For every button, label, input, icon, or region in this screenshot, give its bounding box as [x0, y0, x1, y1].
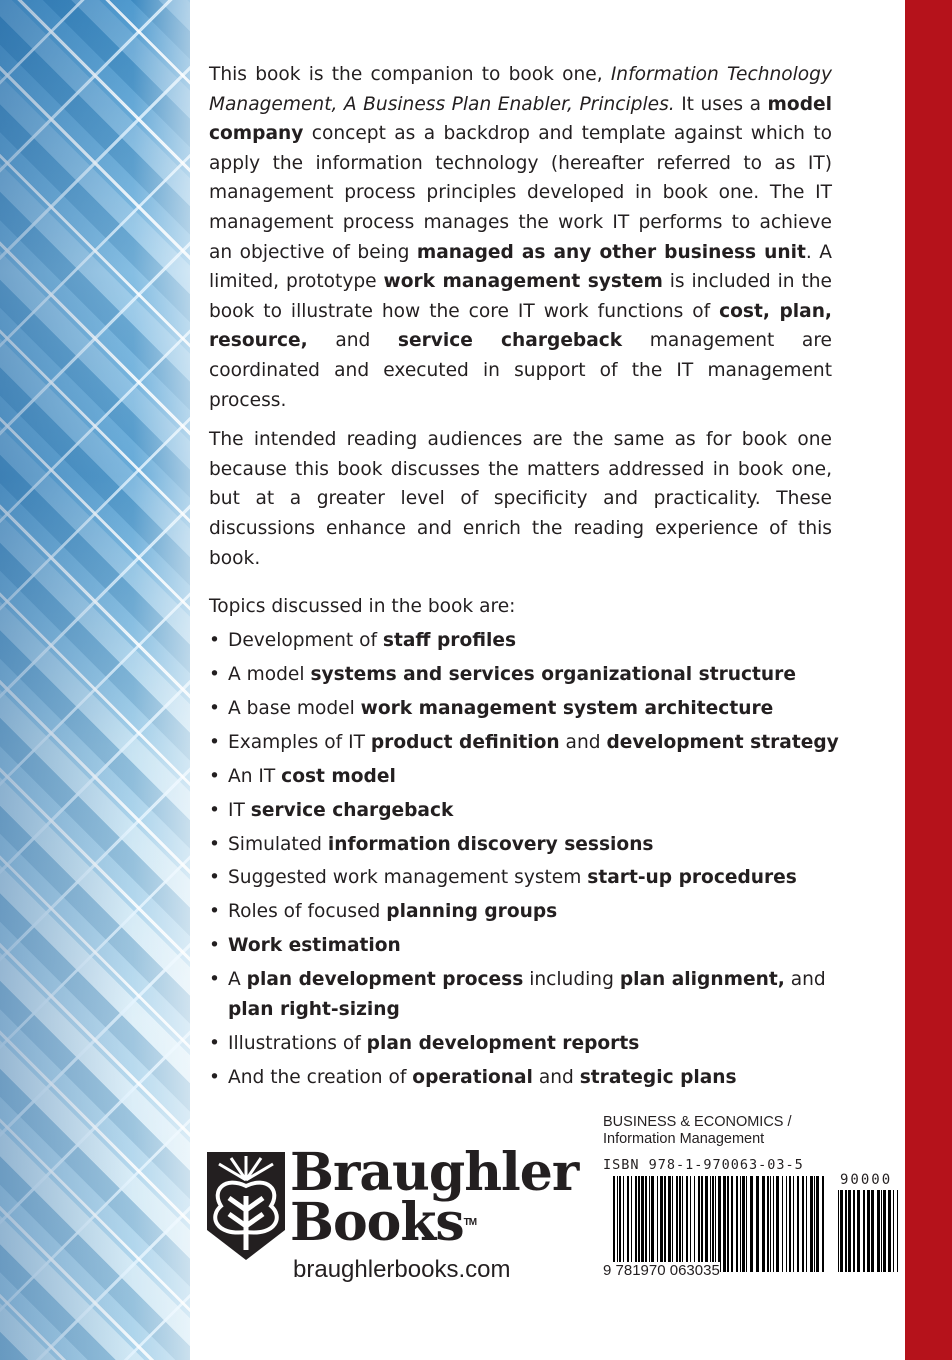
bold-text: service chargeback	[397, 330, 623, 352]
barcode-bar	[657, 1176, 658, 1272]
barcode-bar	[762, 1176, 765, 1272]
publisher-name-line2: Books	[290, 1192, 464, 1253]
bold-text: operational	[412, 1067, 533, 1088]
topic-item	[209, 762, 849, 792]
barcode-bar	[664, 1176, 666, 1272]
barcode-bar	[822, 1176, 824, 1272]
description-paragraph	[209, 60, 832, 415]
text-run: and	[784, 969, 826, 991]
text-run: A	[228, 969, 247, 991]
barcode-bar	[750, 1176, 753, 1272]
barcode-bar	[641, 1176, 644, 1272]
cover-glass-image	[0, 0, 190, 1360]
price-code: 90000	[840, 1172, 893, 1188]
barcode-bar	[736, 1176, 738, 1272]
barcode-bar	[638, 1176, 640, 1272]
bold-text: service chargeback	[250, 799, 454, 821]
barcode-bar	[710, 1176, 711, 1272]
bold-text: strategic plans	[579, 1067, 737, 1088]
topics-section	[209, 592, 849, 1097]
bold-text: plan development reports	[366, 1033, 640, 1055]
barcode-bar	[848, 1190, 851, 1272]
publisher-url: braughlerbooks.com	[293, 1256, 511, 1283]
barcode-bar	[746, 1176, 747, 1272]
barcode-bar	[857, 1190, 860, 1272]
barcode-bar	[679, 1176, 681, 1272]
barcode-bar	[676, 1176, 678, 1272]
barcode-bar	[877, 1190, 880, 1272]
barcode-bar	[767, 1176, 769, 1272]
barcode-bar	[845, 1190, 847, 1272]
topic-item	[209, 660, 849, 690]
bold-text: plan alignment,	[619, 969, 785, 991]
barcode-bar	[635, 1176, 637, 1272]
barcode-bar	[627, 1176, 629, 1272]
barcode-bar	[668, 1176, 671, 1272]
barcode-bar	[888, 1190, 891, 1272]
barcode-bar	[786, 1176, 787, 1272]
text-run: Examples of IT	[228, 731, 371, 753]
text-run: An IT	[228, 765, 282, 787]
text-run: A base model	[228, 697, 361, 719]
barcode-bar	[718, 1176, 721, 1272]
barcode-bar	[776, 1176, 779, 1272]
barcode-number: 9 781970 063035	[603, 1262, 720, 1279]
publisher-logo-icon	[205, 1150, 287, 1266]
text-run: A model	[228, 663, 311, 685]
bold-text: development strategy	[606, 731, 839, 753]
barcode-bar	[773, 1176, 774, 1272]
barcode-bar	[770, 1176, 771, 1272]
barcode-bar	[645, 1176, 647, 1272]
barcode-bar	[705, 1176, 708, 1272]
category-line1: BUSINESS & ECONOMICS /	[603, 1114, 792, 1130]
barcode-bar	[756, 1176, 759, 1272]
barcode-bar	[715, 1176, 716, 1272]
barcode-bar	[690, 1176, 691, 1272]
barcode-bar	[810, 1176, 813, 1272]
barcode-bar	[782, 1176, 783, 1272]
barcode-bar	[712, 1176, 714, 1272]
barcode-bar	[672, 1176, 673, 1272]
price-barcode	[838, 1190, 900, 1272]
text-run: and	[559, 731, 607, 753]
barcode-bar	[727, 1176, 729, 1272]
bold-text: work management system architecture	[360, 697, 774, 719]
bold-text: managed as any other business unit	[416, 241, 806, 263]
barcode-bar	[660, 1176, 663, 1272]
text-run: This book is the companion to book one,	[209, 64, 611, 85]
text-run: IT	[228, 799, 251, 821]
topic-item	[209, 897, 849, 927]
italic-text: Information Technology Management, A Business Plan Enabler, Principles.	[209, 64, 832, 115]
barcode-bar	[686, 1176, 688, 1272]
barcode-bar	[623, 1176, 624, 1272]
topic-item	[209, 728, 849, 758]
isbn-text: ISBN 978-1-970063-03-5	[603, 1157, 804, 1173]
topic-item	[209, 796, 849, 826]
barcode-bar	[853, 1190, 855, 1272]
barcode-bar	[806, 1176, 807, 1272]
bold-text: plan right-sizing	[228, 999, 400, 1021]
bold-text: Work estimation	[228, 935, 401, 957]
text-run: . A limited, prototype	[209, 241, 832, 293]
topic-item	[209, 626, 849, 656]
bold-text: start-up procedures	[587, 867, 797, 889]
barcode-bar	[816, 1176, 819, 1272]
topic-item	[209, 863, 849, 893]
barcode-bar	[883, 1190, 886, 1272]
topics-list	[209, 626, 849, 1093]
barcode-bar	[649, 1176, 650, 1272]
text-run: Suggested work management system	[228, 867, 588, 889]
text-run: and	[307, 330, 398, 352]
barcode-bar	[863, 1190, 865, 1272]
bold-text: work management system	[383, 271, 663, 293]
barcode-bar	[613, 1176, 615, 1272]
bold-text: plan development process	[246, 969, 524, 991]
barcode-bar	[682, 1176, 683, 1272]
barcode-bar	[840, 1190, 843, 1272]
topic-item	[209, 1063, 849, 1093]
barcode-bar	[723, 1176, 726, 1272]
text-run: is included in the book to illustrate how the core IT work functions of	[209, 271, 832, 322]
barcode-bar	[802, 1176, 804, 1272]
bold-text: staff profiles	[382, 629, 517, 651]
barcode-bar	[694, 1176, 695, 1272]
barcode-bar	[701, 1176, 703, 1272]
category-line2: Information Management	[603, 1131, 765, 1147]
publisher-name	[290, 1142, 579, 1253]
barcode-bar	[619, 1176, 621, 1272]
barcode-bar	[814, 1176, 815, 1272]
barcode-bar	[797, 1176, 799, 1272]
text-run: and	[532, 1067, 580, 1088]
barcode-bar	[698, 1176, 700, 1272]
bold-text: cost, plan, resource,	[209, 300, 832, 352]
barcode-bar	[867, 1190, 870, 1272]
bold-text: model company	[209, 93, 832, 145]
text-run: management are coordinated and executed in support of the IT management process.	[209, 330, 832, 411]
bold-text: planning groups	[386, 901, 558, 923]
text-run: including	[523, 969, 620, 991]
text-run: concept as a backdrop and template against which to apply the information technology (hereafter referred to as IT) management process principles developed in book one. The IT management process manages the work IT performs to achieve an objective of being	[209, 123, 832, 263]
barcode-bar	[731, 1176, 733, 1272]
text-run: The intended reading audiences are the same as for book one because this book discusses the matters addressed in book one, but at a greater level of specificity and practicality. These discussions enhance and enrich the reading experience of this book.	[209, 429, 832, 569]
text-run: And the creation of	[228, 1067, 413, 1088]
barcode-bar	[793, 1176, 794, 1272]
barcode-bar	[789, 1176, 791, 1272]
spine-red-bar	[905, 0, 952, 1360]
text-run: Simulated	[228, 833, 328, 855]
barcode-bar	[871, 1190, 874, 1272]
text-run: Development of	[228, 629, 383, 651]
topic-item	[209, 830, 849, 860]
barcode-bar	[617, 1176, 618, 1272]
topic-item	[209, 1029, 849, 1059]
barcode-bar	[740, 1176, 741, 1272]
description	[209, 60, 832, 583]
topic-item	[209, 931, 849, 961]
bold-text: cost model	[281, 765, 396, 787]
barcode-bar	[742, 1176, 745, 1272]
barcode-bar	[893, 1190, 894, 1272]
barcode-bar	[651, 1176, 654, 1272]
description-paragraph	[209, 425, 832, 573]
topic-item	[209, 694, 849, 724]
category	[603, 1114, 792, 1148]
text-run: Roles of focused	[228, 901, 387, 923]
barcode-bar	[631, 1176, 632, 1272]
bold-text: product definition	[370, 731, 560, 753]
text-run: It uses a	[674, 93, 768, 115]
topics-intro: Topics discussed in the book are:	[209, 596, 516, 617]
barcode-bar	[838, 1190, 839, 1272]
bold-text: information discovery sessions	[327, 833, 654, 855]
publisher-name-line1: Braughler	[290, 1142, 579, 1203]
text-run: Illustrations of	[228, 1033, 367, 1055]
trademark: TM	[463, 1217, 477, 1228]
barcode-bar	[897, 1190, 898, 1272]
barcode	[613, 1176, 828, 1272]
topic-item	[209, 965, 849, 1024]
bold-text: systems and services organizational structure	[310, 663, 796, 685]
barcode-bar	[881, 1190, 882, 1272]
